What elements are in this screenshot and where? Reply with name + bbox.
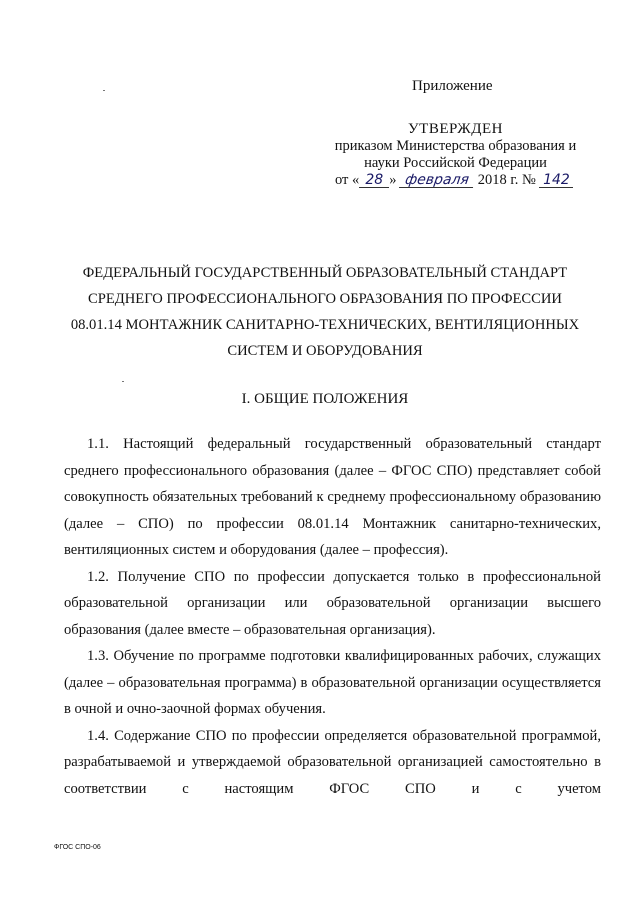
paragraph-1-2: 1.2. Получение СПО по профессии допускается только в профессиональной образовательной организации или образовательной организации высшего образования (далее вместе – образовательная организация). xyxy=(64,568,601,638)
date-mid: » xyxy=(389,172,397,188)
order-line-2: науки Российской Федерации xyxy=(364,155,547,171)
handwritten-day: 28 xyxy=(359,173,389,188)
title-line-2: СРЕДНЕГО ПРОФЕССИОНАЛЬНОГО ОБРАЗОВАНИЯ ПО ПРОФЕССИИ xyxy=(88,291,562,307)
order-line-1: приказом Министерства образования и xyxy=(334,138,577,154)
handwritten-order-number: 142 xyxy=(539,173,573,188)
appendix-label: Приложение xyxy=(412,78,493,94)
section-heading: I. ОБЩИЕ ПОЛОЖЕНИЯ xyxy=(241,391,409,407)
approval-block xyxy=(318,121,593,189)
paragraph-1-3: 1.3. Обучение по программе подготовки квалифицированных рабочих, служащих (далее – образовательная программа) в образовательной организации осуществляется в очной и очно-заочной формах обучения. xyxy=(64,648,601,717)
document-body xyxy=(64,431,601,802)
scan-speck xyxy=(103,90,105,91)
title-line-4: СИСТЕМ И ОБОРУДОВАНИЯ xyxy=(227,343,423,359)
scan-speck xyxy=(122,381,124,382)
order-date-line xyxy=(318,172,593,189)
document-title xyxy=(40,260,610,364)
approved-label: УТВЕРЖДЕН xyxy=(408,121,503,137)
title-line-1: ФЕДЕРАЛЬНЫЙ ГОСУДАРСТВЕННЫЙ ОБРАЗОВАТЕЛЬНЫЙ СТАНДАРТ xyxy=(82,265,568,281)
title-line-3: 08.01.14 МОНТАЖНИК САНИТАРНО-ТЕХНИЧЕСКИХ, ВЕНТИЛЯЦИОННЫХ xyxy=(70,317,580,333)
date-year: 2018 г. № xyxy=(477,172,536,188)
date-prefix: от « xyxy=(335,172,360,188)
paragraph-1-1: 1.1. Настоящий федеральный государственный образовательный стандарт среднего профессионального образования (далее – ФГОС СПО) представляет собой совокупность обязательных требований к среднему профессиональному образованию (далее – СПО) по профессии 08.01.14 Монтажник санитарно-технических, вентиляционных систем и оборудования (далее – профессия). xyxy=(64,436,601,558)
handwritten-month: февраля xyxy=(399,173,475,188)
paragraph-1-4: 1.4. Содержание СПО по профессии определяется образовательной программой, разрабатываемой и утверждаемой образовательной организацией самостоятельно в соответствии с настоящим ФГОС СПО и с учетом xyxy=(64,727,601,797)
footer-code: ФГОС СПО-06 xyxy=(54,844,101,851)
